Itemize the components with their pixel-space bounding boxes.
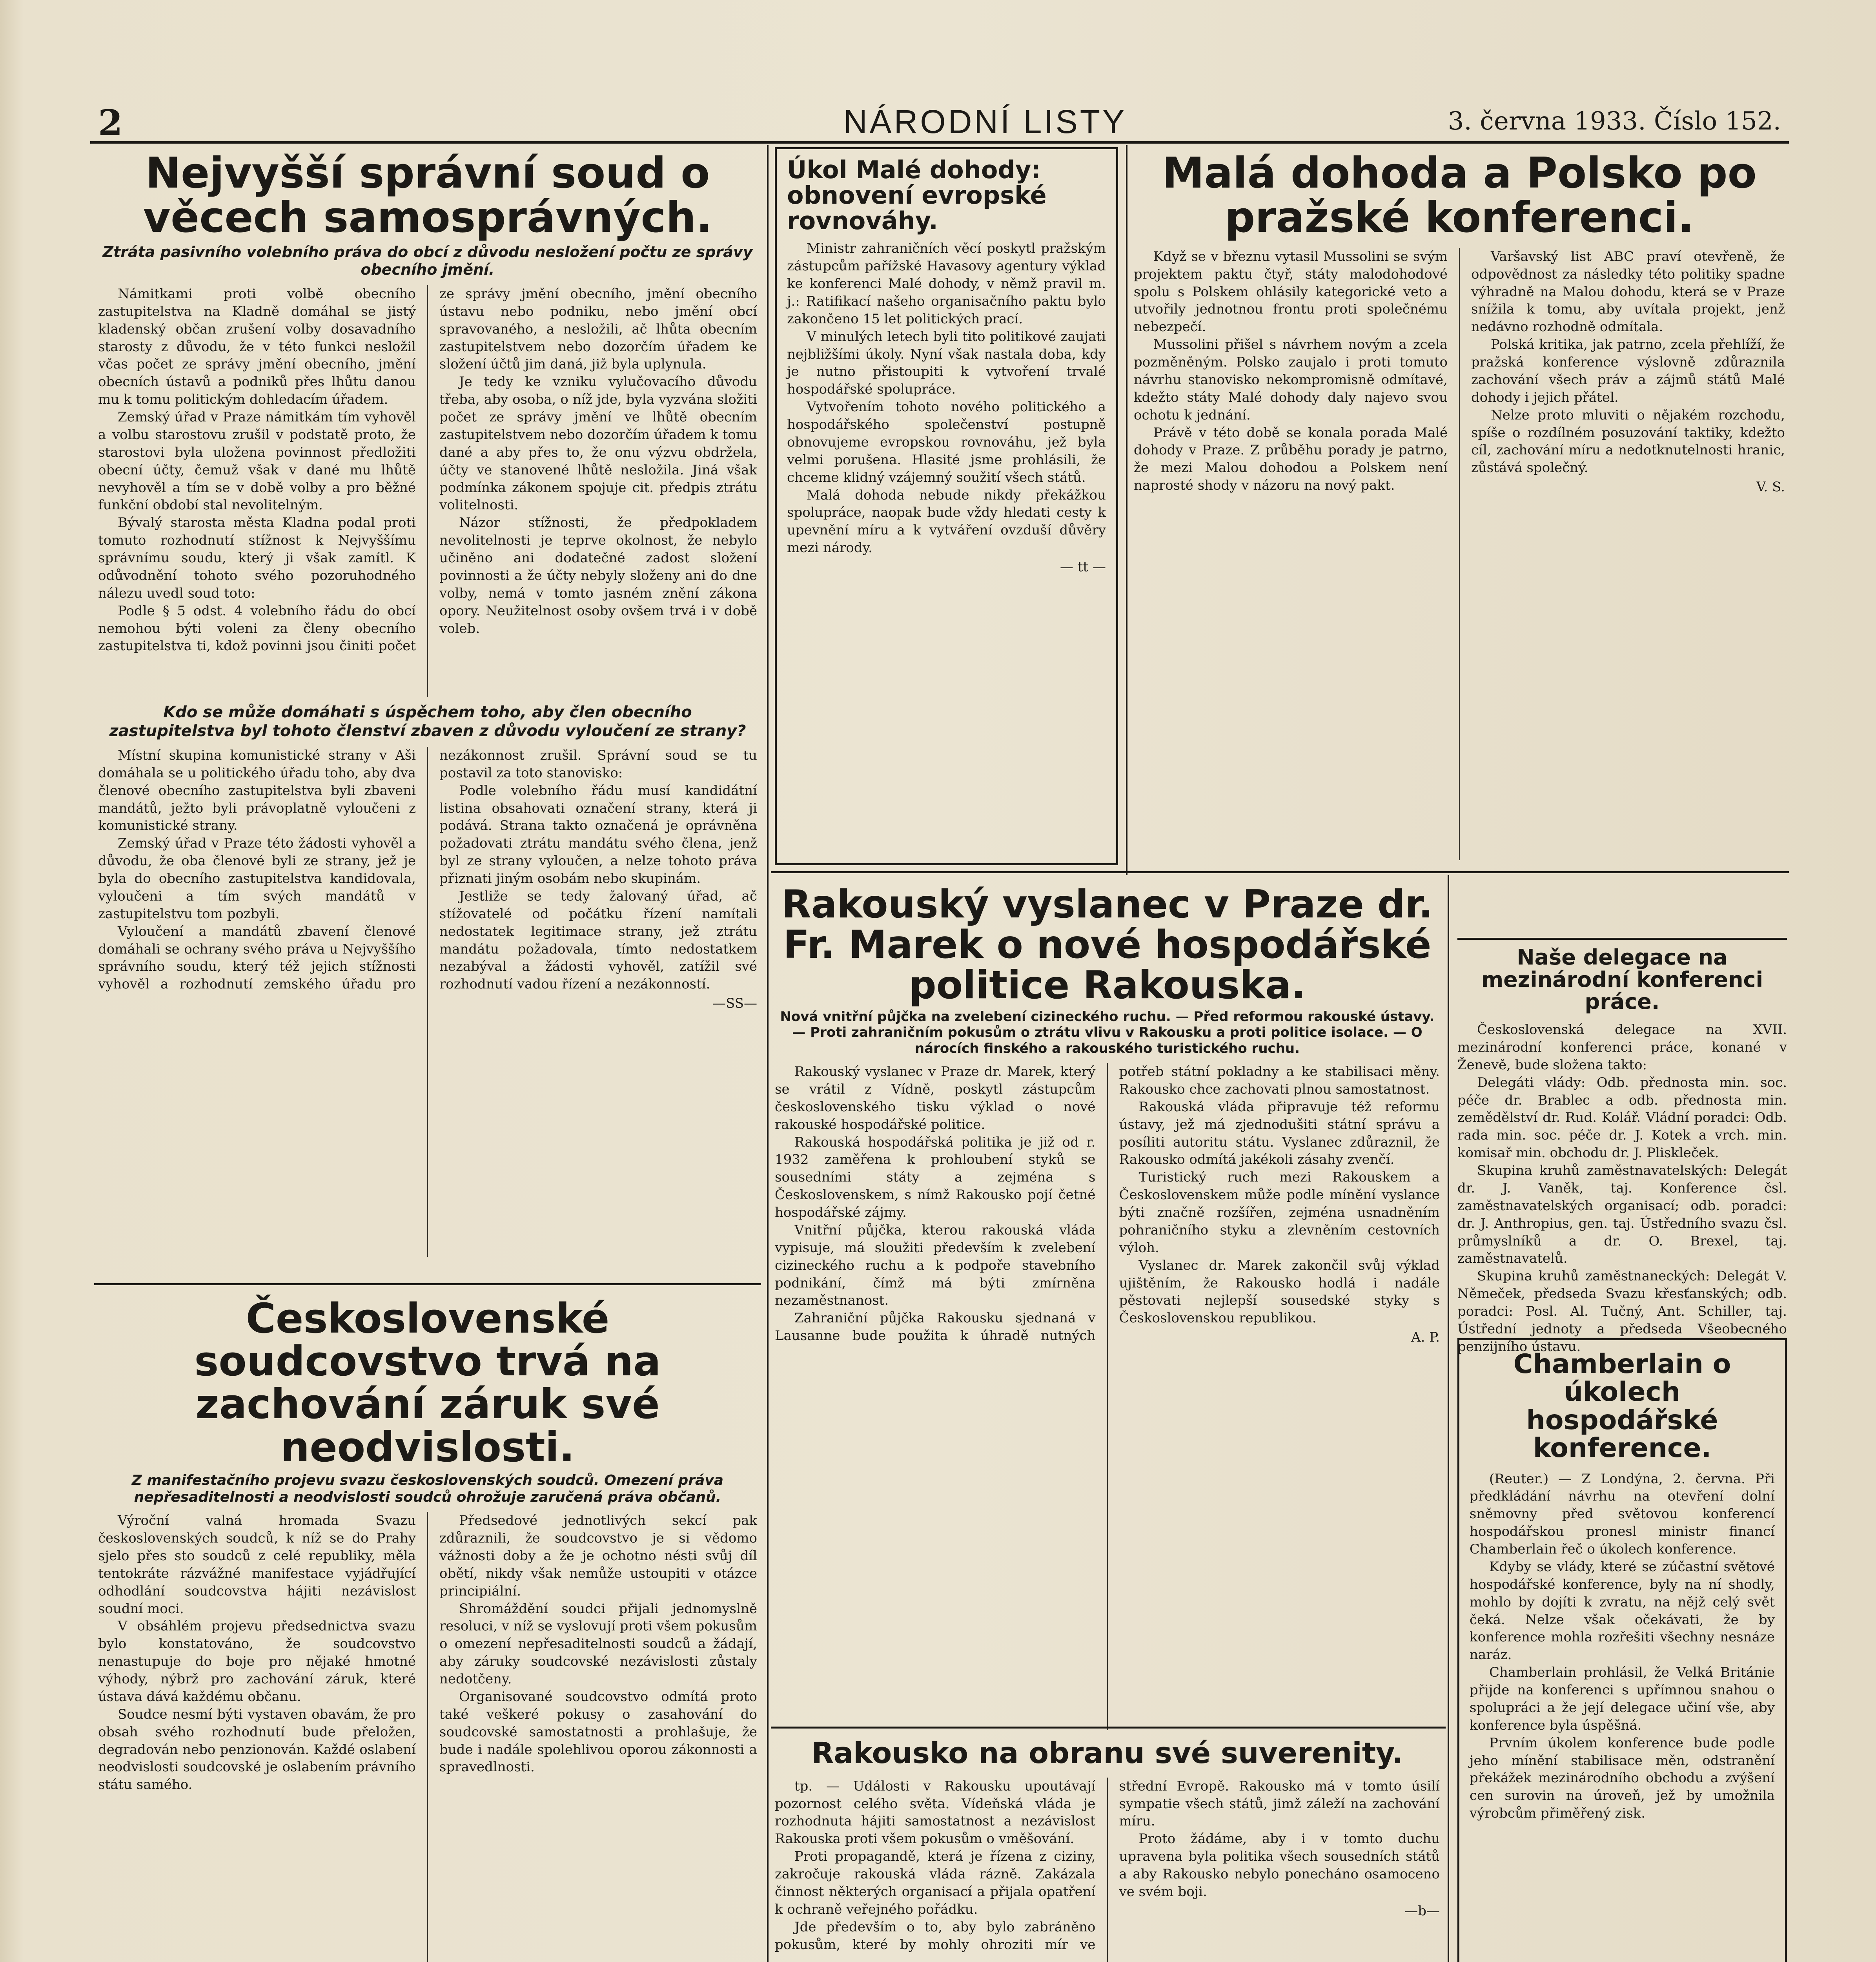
paragraph: Varšavský list ABC praví otevřeně, že odpovědnost za následky této politiky spadne výhradně na Malou dohodu, která se v Praze snížila k tomu, aby uvítala projekt, jenž nedávno rozhodně odmítala. [1471,248,1785,335]
masthead [90,98,1789,144]
article-austria-sovereignty [775,1734,1440,1962]
paragraph: tp. — Události v Rakousku upoutávají pozornost celého světa. Vídeňská vláda je rozhodnuta hájiti samostatnost a nezávislost Rakouska proti všem pokusům o vměšování. [775,1778,1096,1847]
paragraph: Je tedy ke vzniku vylučovacího důvodu třeba, aby osoba, o níž jde, byla vyzvána složiti počet ze správy jmění ve lhůtě obecním zastupitelstvem nebo dozorčím úřadem k tomu dané a aby přes to, že onu výzvu obdržela, účty ve stanovené lhůtě nesložila. Jiná však podmínka zákonem spojuje cit. předpis ztrátu volitelnosti. [439,374,757,513]
column-divider [767,145,769,1962]
paragraph: Vnitřní půjčka, kterou rakouská vláda vypisuje, má sloužiti především k zvelebení cizineckého ruchu a k podpoře stavebního podnikání, čímž má býti zmírněna nezaměstnanost. [775,1222,1096,1309]
paragraph: Podle volebního řádu musí kandidátní listina obsahovati označení strany, která ji podává. Strana takto označená je oprávněna požadovati ztrátu mandátu svého člena, jenž byl ze strany vyloučen, a nelze tohoto práva přiznati jiným osobám nebo skupinám. [439,782,757,887]
article-austrian-envoy [775,879,1440,1723]
headline: Nejvyšší správní soud o věcech samosprávných. [143,149,712,243]
paragraph: Chamberlain prohlásil, že Velká Británie přijde na konferenci s upřímnou snahou o spolupráci a že její delegace učiní vše, aby konference byla úspěšná. [1470,1665,1775,1733]
section-heading: Kdo se může domáhati s úspěchem toho, aby člen obecního zastupitelstva byl tohoto členství zbaven z důvodu vyloučení ze strany? [109,703,746,740]
paragraph: Československá delegace na XVII. mezinárodní konferenci práce, konané v Ženevě, bude složena takto: [1457,1022,1787,1073]
paragraph: Skupina kruhů zaměstnavatelských: Delegát dr. J. Vaněk, taj. Konference čsl. zaměstnavatelských organisací; odb. poradci: dr. J. Anthropius, gen. taj. Ústředního svazu čsl. průmyslníků a dr. O. Brexel, taj. zaměstnavatelů. [1457,1163,1787,1267]
signature: A. P. [1411,1329,1440,1346]
paragraph: Prvním úkolem konference bude podle jeho mínění stabilisace měn, odstranění překážek mezinárodního obchodu a zvýšení cen surovin na úroveň, jež by umožnila výrobcům přiměřený zisk. [1470,1735,1775,1822]
paragraph: Polská kritika, jak patrno, zcela přehlíží, že pražská konference výslovně zdůraznila zachování všech práv a zájmů států Malé dohody i jejich přátel. [1471,337,1785,405]
issue-date: 3. června 1933. Číslo 152. [1448,107,1781,136]
headline: Naše delegace na mezinárodní konferenci práce. [1481,945,1763,1014]
article-chamberlain [1457,1338,1787,1962]
paragraph: Názor stížnosti, že předpokladem nevolitelnosti je teprve okolnost, že nebylo učiněno ani dodatečné zadost složení povinnosti a že účty nebyly složeny ani do dne volby, nemá v tomto jasném znění zákona opory. Neužitelnost osoby ovšem trvá i v době voleb. [439,515,757,636]
section-divider [1457,938,1787,940]
paragraph: Zemský úřad v Praze námitkám tím vyhověl a volbu starostovu zrušil v podstatě proto, že starostovi byla uložena povinnost předložiti obecní účty, čemuž však v dané mu lhůtě nevyhověl a tím se v době volby a pro běžné funkční období stal nevolitelným. [98,409,416,513]
newspaper-title: NÁRODNÍ LISTY [843,103,1127,140]
article-body [98,747,757,1257]
headline: Rakousko na obranu své suverenity. [811,1736,1403,1770]
paragraph: Turistický ruch mezi Rakouskem a Československem může podle mínění vyslance býti značně rozšířen, zejména usnadněním pohraničního styku a zlevněním cestovních výloh. [1119,1169,1440,1256]
paragraph: V minulých letech byli tito politikové zaujati nejbližšími úkoly. Nyní však nastala doba, kdy je nutno přistoupiti k vytvoření trvalé hospodářské spolupráce. [787,328,1106,398]
paragraph: Předsedové jednotlivých sekcí pak zdůraznili, že soudcovstvo je si vědomo vážnosti doby a že je ochotno nésti svůj díl obětí, nikdy však nemůže ustoupiti v otázce principiální. [439,1513,757,1599]
paragraph: Námitkami proti volbě obecního zastupitelstva na Kladně domáhal se jistý kladenský občan zrušení volby dosavadního starosty z důvodu, že v této funkci nesložil včas počet ze správy jmění obecního, jmění obecních ústavů a podniků přes lhůtu danou mu k tomu politickým dohledacím úřadem. [98,286,416,408]
paragraph: Bývalý starosta města Kladna podal proti tomuto rozhodnutí stížnost k Nejvyššímu správnímu soudu, který ji však zamítl. K odůvodnění tohoto svého pozoruhodného nálezu uvedl soud toto: [98,515,416,601]
paragraph: (Reuter.) — Z Londýna, 2. června. Při předkládání návrhu na otevření dolní sněmovny před světovou konferencí hospodářskou pronesl ministr financí Chamberlain řeč o úkolech konference. [1470,1471,1775,1557]
paragraph: Vyslanec dr. Marek zakončil svůj výklad ujištěním, že Rakousko hodlá i nadále pěstovati nejlepší sousedské styky s Československou republikou. [1119,1257,1440,1326]
article-labour-conference [1457,938,1787,1355]
paragraph: Nelze proto mluviti o nějakém rozchodu, spíše o rozdílném posuzování taktiky, kdežto cíl, zachování míru a nedotknutelnosti hranic, zůstává společný. [1471,407,1785,476]
headline: Malá dohoda a Polsko po pražské konferenci. [1162,149,1757,243]
signature: V. S. [1756,479,1785,495]
paragraph: Delegáti vlády: Odb. přednosta min. soc. péče dr. Brablec a odb. přednosta min. zemědělství dr. Rud. Kolář. Vládní poradci: Odb. rada min. soc. péče dr. J. Kotek a vrch. min. komisař min. obchodu dr. J. Pliskleček. [1457,1074,1787,1161]
article-little-entente-task [775,147,1118,865]
subheadline: Nová vnitřní půjčka na zvelebení cizineckého ruchu. — Před reformou rakouské ústavy. — Proti zahraničním pokusům o ztrátu vlivu v Rakousku a proti politice isolace. — O nárocích finského a rakouského turistického ruchu. [780,1008,1435,1057]
paragraph: V obsáhlém projevu předsednictva svazu bylo konstatováno, že soudcovstvo nenastupuje do boje pro nějaké hmotné výhody, nýbrž pro zachování záruk, které ústava dává každému občanu. [98,1618,416,1705]
article-body [775,1778,1440,1962]
signature: —b— [1404,1903,1440,1919]
headline: Rakouský vyslanec v Praze dr. Fr. Marek o nové hospodářské politice Rakouska. [781,882,1433,1008]
article-body [98,285,757,697]
paragraph: Místní skupina komunistické strany v Aši domáhala se u politického úřadu toho, aby dva členové obecního zastupitelstva byli zbaveni mandátů, ježto byli právoplatně vyloučeni z komunistické strany. [98,747,416,834]
paragraph: Jde především o to, aby bylo zabráněno pokusům, které by mohly ohroziti mír ve střední Evropě. Rakousko má v tomto úsilí sympatie všech států, jimž záleží na zachování míru. [775,1778,1440,1953]
signature: — tt — [1060,559,1106,575]
paragraph: Ministr zahraničních věcí poskytl pražským zástupcům pařížské Havasovy agentury výklad ke konferenci Malé dohody, v němž pravil m. j.: Ratifikací našeho organisačního paktu bylo zakončeno 15 let politických prací. [787,241,1106,327]
paragraph: Skupina kruhů zaměstnaneckých: Delegát V. Němeček, předseda Svazu křesťanských; odb. poradci: Posl. Al. Tučný, Ant. Schiller, taj. Ústřední jednoty a předseda Všeobecného penzijního ústavu. [1457,1268,1787,1355]
article-judiciary [98,1291,757,1962]
paragraph: Proto žádáme, aby i v tomto duchu upravena byla politika všech sousedních států a aby Rakousko nebylo ponecháno osamoceno ve svém boji. [1119,1831,1440,1900]
paragraph: Právě v této době se konala porada Malé dohody v Praze. Z průběhu porady je patrno, že mezi Malou dohodou a Polskem není naprosté shody v názoru na nový pakt. [1134,425,1448,494]
column-divider [1448,875,1449,1962]
article-body [98,1512,757,1962]
paragraph: Rakouská vláda připravuje též reformu ústavy, jež má zjednodušiti státní správu a posíliti autoritu státu. Vyslanec zdůraznil, že Rakousko odmítá jakékoli zásahy zvenčí. [1119,1099,1440,1168]
paragraph: Jestliže se tedy žalovaný úřad, ač stížovatelé od počátku řízení namítali nedostatek legitimace strany, jež ztrátu mandátu požadovala, tímto nedostatkem nezabýval a žádosti vyhověl, zatížil své rozhodnutí vadou řízení a nezákonností. [439,888,757,992]
article-supreme-court [98,147,757,1277]
paragraph: Kdyby se vlády, které se zúčastní světové hospodářské konference, byly na ní shodly, mohlo by dojíti k zvratu, na nějž celý svět čeká. Nelze však očekávati, že by konference mohla rozřešiti všechny nesnáze naráz. [1470,1559,1775,1663]
paragraph: Výroční valná hromada Svazu československých soudců, k níž se do Prahy sjelo přes sto soudců z celé republiky, měla tentokráte rázvážné manifestace vyjádřující odhodlání soudcovstva hájiti nezávislost soudní moci. [98,1513,416,1617]
article-body [775,1063,1440,1730]
section-divider [94,1283,761,1285]
headline: Československé soudcovstvo trvá na zachování záruk své neodvislosti. [194,1295,661,1471]
paragraph: Malá dohoda nebude nikdy překážkou spolupráce, naopak bude vždy hledati cesty k upevnění míru a k vytváření ovzduší důvěry mezi národy. [787,487,1106,556]
paragraph: Když se v březnu vytasil Mussolini se svým projektem paktu čtyř, státy malodohodové spolu s Polskem ohlásily kategorické veto a utvořily jednotnou frontu proti společnému nebezpečí. [1134,248,1448,335]
paragraph: Vyloučení a mandátů zbavení členové domáhali se ochrany svého práva u Nejvyššího správního soudu, který též jejich stížnosti vyhověl a rozhodnutí zemského úřadu pro nezákonnost zrušil. Správní soud se tu postavil za toto stanovisko: [98,747,757,992]
page-number: 2 [98,102,123,144]
paragraph: Vytvořením tohoto nového politického a hospodářského společenství postupně obnovujeme evropskou rovnováhu, jež byla velmi porušena. Hlasité jsme prohlásili, že chceme klidný vzájemný soužití všech států. [787,399,1106,485]
subheadline: Ztráta pasivního volebního práva do obcí z důvodu nesložení počtu ze správy obecního jmění. [102,243,753,279]
paragraph: Podle § 5 odst. 4 volebního řádu do obcí nemohou býti voleni za členy obecního zastupitelstva ti, kdož povinni jsou činiti počet ze správy jmění obecního, jmění obecního ústavu nebo podniku, nebo jmění obcí spravovaného, a nesložili, ač lhůta obecním zastupitelstvem nebo dozorčím úřadem ke složení účtů jim daná, již byla uplynula. [98,286,757,654]
headline: Chamberlain o úkolech hospodářské konference. [1513,1349,1731,1464]
paragraph: Organisované soudcovstvo odmítá proto také veškeré pokusy o zasahování do soudcovské samostatnosti a prohlašuje, že bude i nadále spolehlivou oporou zákonnosti a spravedlnosti. [439,1688,757,1775]
paragraph: Rakouská hospodářská politika je již od r. 1932 zaměřena k prohloubení styků se sousedními státy a zejména s Československem, s nímž Rakousko pojí četné hospodářské zájmy. [775,1134,1096,1221]
signature: —SS— [712,996,757,1012]
paragraph: Mussolini přišel s návrhem novým a zcela pozměněným. Polsko zaujalo i proti tomuto návrhu stanovisko nekompromisně odmítavé, kdežto státy Malé dohody daly najevo svou ochotu k jednání. [1134,337,1448,423]
subheadline: Z manifestačního projevu svazu československých soudců. Omezení práva nepřesaditelnosti a neodvislosti soudců ohrožuje zaručená práva občanů. [131,1472,724,1505]
paragraph: Proti propagandě, která je řízena z ciziny, zakročuje rakouská vláda rázně. Zakázala činnost některých organisací a přijala opatření k ochraně veřejného pořádku. [775,1849,1096,1917]
section-divider [771,1727,1446,1729]
paragraph: Shromáždění soudci přijali jednomyslně resoluci, v níž se vyslovují proti všem pokusům o omezení nepřesaditelnosti soudců a žádají, aby záruky soudcovské nezávislosti zůstaly nedotčeny. [439,1601,757,1687]
section-divider [771,871,1789,873]
article-little-entente-poland [1134,147,1785,869]
article-body [1134,248,1785,860]
paragraph: Soudce nesmí býti vystaven obavám, že pro obsah svého rozhodnutí bude přeložen, degradován nebo penzionován. Každé oslabení neodvislosti soudcovské je oslabením právního státu samého. [98,1706,416,1793]
column-divider [1126,145,1127,875]
paragraph: Rakouský vyslanec v Praze dr. Marek, který se vrátil z Vídně, poskytl zástupcům československého tisku výklad o nové rakouské hospodářské politice. [775,1064,1096,1132]
headline: Úkol Malé dohody: obnovení evropské rovnováhy. [787,155,1047,235]
paragraph: Zemský úřad v Praze této žádosti vyhověl a důvodu, že oba členové byli ze strany, jež je byla do obecního zastupitelstva kandidovala, vyloučeni a tím svých mandátů v zastupitelstvu tom pozbyli. [98,835,416,922]
paragraph: Zahraniční půjčka Rakousku sjednaná v Lausanne bude použita k úhradě nutných potřeb státní pokladny a ke stabilisaci měny. Rakousko chce zachovati plnou samostatnost. [775,1064,1440,1344]
